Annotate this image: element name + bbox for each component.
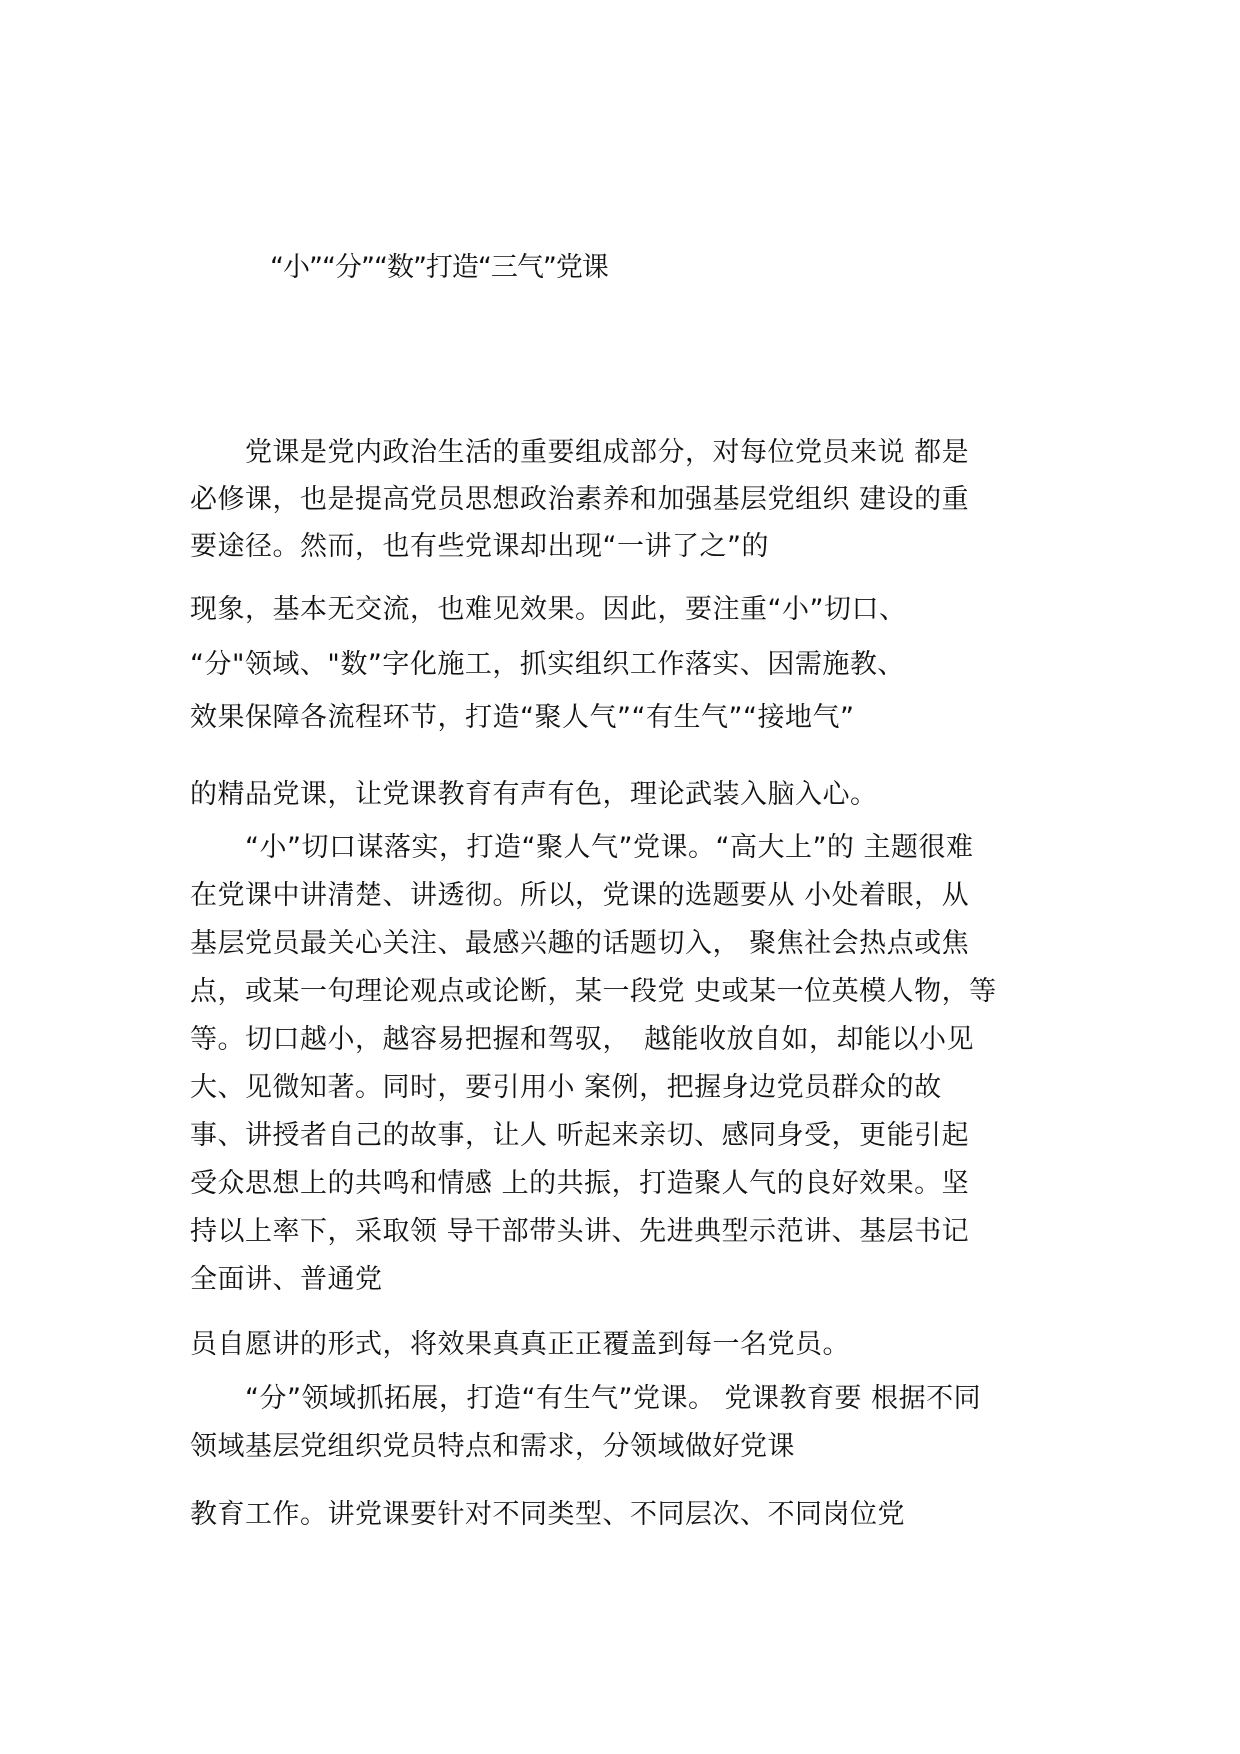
paragraph-line: 大、见微知著。同时，要引用小 案例，把握身边党员群众的故 [190, 1072, 942, 1103]
paragraph-line: 在党课中讲清楚、讲透彻。所以，党课的选题要从 小处着眼，从 [190, 880, 970, 911]
paragraph-line: 员自愿讲的形式，将效果真真正正覆盖到每一名党员。 [190, 1329, 850, 1360]
paragraph-line: 持以上率下，采取领 导干部带头讲、先进典型示范讲、基层书记 [190, 1216, 970, 1247]
paragraph-line: “分”领域抓拓展，打造“有生气”党课。 党课教育要 根据不同 [190, 1383, 982, 1414]
paragraph-line: “分"领域、"数”字化施工，抓实组织工作落实、因需施教、 [190, 649, 905, 680]
document-title: “小”“分”“数”打造“三气”党课 [270, 252, 608, 283]
paragraph-line: 党课是党内政治生活的重要组成部分，对每位党员来说 都是 [190, 437, 970, 468]
paragraph-line: 领域基层党组织党员特点和需求，分领域做好党课 [190, 1431, 795, 1462]
paragraph-line: 事、讲授者自己的故事，让人 听起来亲切、感同身受，更能引起 [190, 1120, 970, 1151]
paragraph-line: 基层党员最关心关注、最感兴趣的话题切入， 聚焦社会热点或焦 [190, 928, 970, 959]
paragraph-line: “小”切口谋落实，打造“聚人气”党课。“高大上”的 主题很难 [190, 832, 974, 863]
paragraph-line: 必修课，也是提高党员思想政治素养和加强基层党组织 建设的重 [190, 484, 970, 515]
paragraph-line: 全面讲、普通党 [190, 1264, 383, 1295]
paragraph-line: 受众思想上的共鸣和情感 上的共振，打造聚人气的良好效果。坚 [190, 1168, 970, 1199]
paragraph-line: 要途径。然而，也有些党课却出现“一讲了之”的 [190, 531, 769, 562]
paragraph-line: 教育工作。讲党课要针对不同类型、不同层次、不同岗位党 [190, 1499, 905, 1530]
paragraph-line: 等。切口越小，越容易把握和驾驭， 越能收放自如，却能以小见 [190, 1024, 974, 1055]
paragraph-line: 现象，基本无交流，也难见效果。因此，要注重“小”切口、 [190, 594, 907, 625]
paragraph-line: 的精品党课，让党课教育有声有色，理论武装入脑入心。 [190, 779, 878, 810]
paragraph-line: 点，或某一句理论观点或论断，某一段党 史或某一位英模人物，等 [190, 976, 997, 1007]
paragraph-line: 效果保障各流程环节，打造“聚人气”“有生气”“接地气” [190, 702, 855, 733]
